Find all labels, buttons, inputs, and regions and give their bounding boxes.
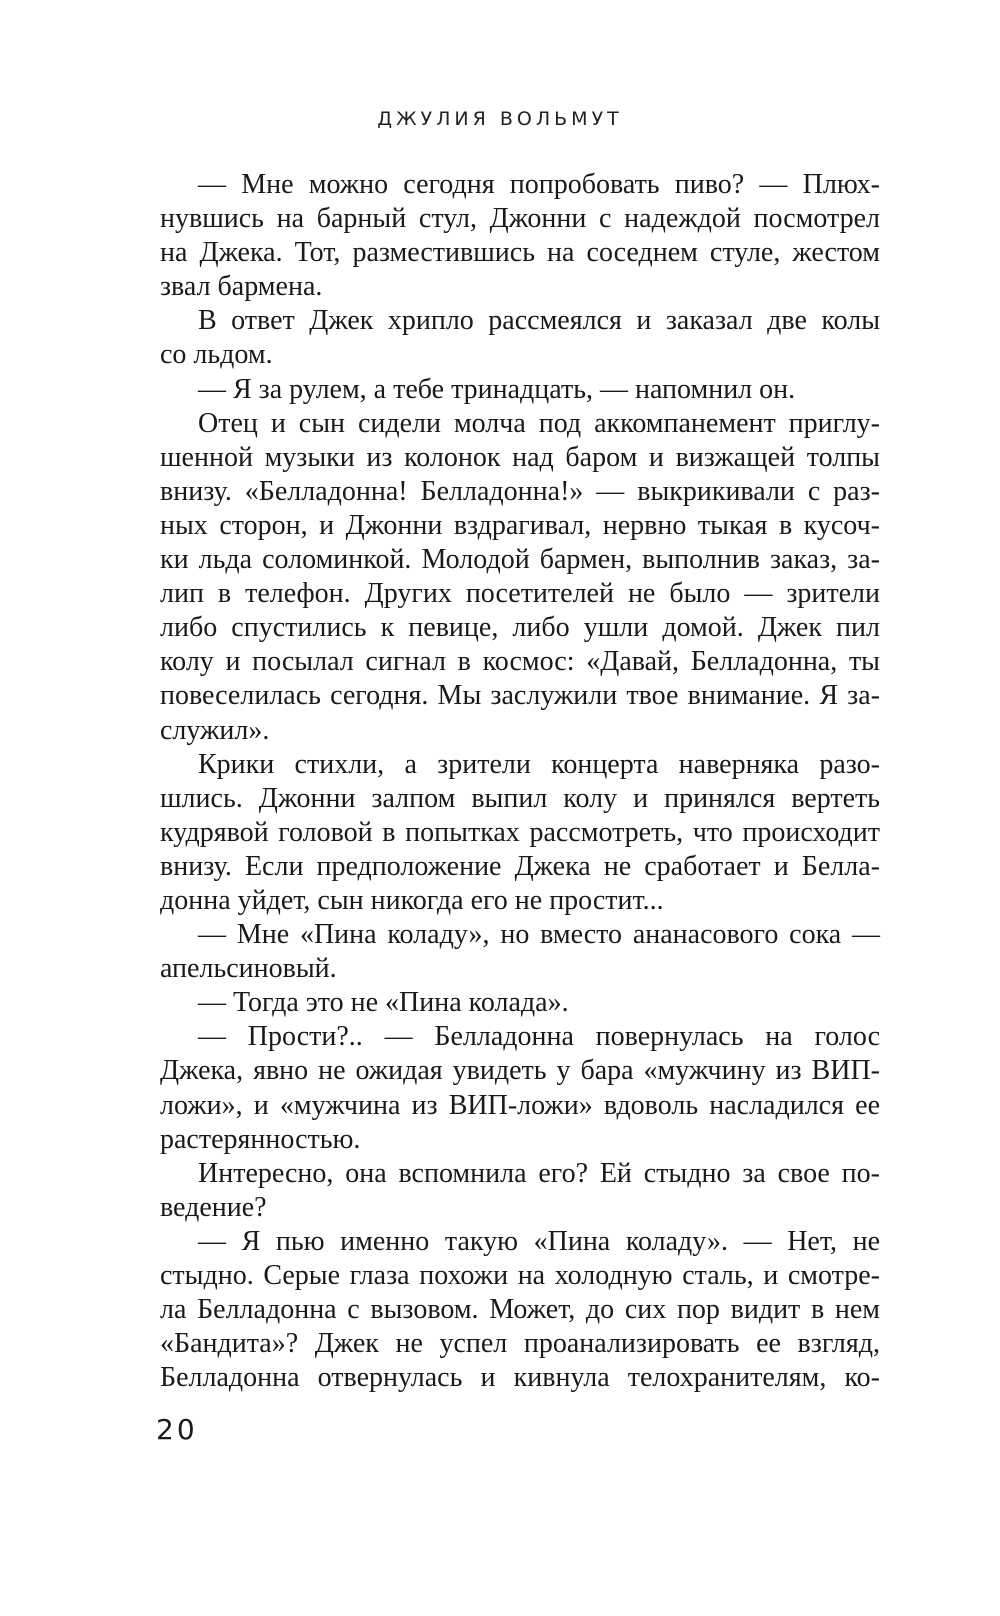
text-line: — Я за рулем, а тебе тринадцать, — напомнил он. — [198, 373, 796, 405]
text-line: повеселилась сегодня. Мы заслужили твое внимание. Я за- — [160, 680, 880, 712]
text-line: — Я пью именно такую «Пина коладу». — Нет, не — [198, 1225, 880, 1257]
text-line: Отец и сын сидели молча под аккомпанемент приглу- — [198, 407, 880, 439]
text-line: — Тогда это не «Пина колада». — [198, 987, 569, 1019]
text-line: шенной музыки из колонок над баром и визжащей толпы — [160, 441, 880, 473]
text-line: апельсиновый. — [160, 953, 337, 985]
text-line: — Мне можно сегодня попробовать пиво? — Плюх- — [198, 169, 880, 200]
text-line: шлись. Джонни залпом выпил колу и принялся вертеть — [160, 782, 880, 814]
text-line: донна уйдет, сын никогда его не простит... — [160, 884, 664, 916]
text-line: — Мне «Пина коладу», но вместо ананасового сока — — [198, 919, 880, 951]
running-head: ДЖУЛИЯ ВОЛЬМУТ — [377, 108, 623, 130]
text-line: внизу. Если предположение Джека не сработает и Белла- — [160, 850, 880, 882]
text-line: ных сторон, и Джонни вздрагивал, нервно тыкая в кусоч- — [160, 509, 880, 541]
text-line: стыдно. Серые глаза похожи на холодную сталь, и смотре- — [160, 1260, 880, 1291]
page-number: 20 — [156, 1413, 198, 1446]
text-line: Интересно, она вспомнила его? Ей стыдно за свое по- — [198, 1157, 880, 1189]
text-line: Крики стихли, а зрители концерта наверняка разо- — [198, 748, 880, 780]
text-line: Белладонна отвернулась и кивнула телохранителям, ко- — [160, 1362, 880, 1394]
text-line: Джека, явно не ожидая увидеть у бара «мужчину из ВИП- — [160, 1055, 880, 1087]
body-text — [160, 168, 880, 1395]
text-line: звал бармена. — [160, 271, 323, 303]
text-line: колу и посылал сигнал в космос: «Давай, Белладонна, ты — [160, 646, 880, 678]
text-line: лип в телефон. Других посетителей не было — зрители — [160, 578, 880, 610]
text-line: — Прости?.. — Белладонна повернулась на голос — [198, 1021, 880, 1053]
text-line: нувшись на барный стул, Джонни с надеждой посмотрел — [160, 203, 880, 235]
text-line: ки льда соломинкой. Молодой бармен, выполнив заказ, за- — [160, 544, 880, 576]
text-line: растерянностью. — [160, 1123, 361, 1155]
text-line: В ответ Джек хрипло рассмеялся и заказал две колы — [198, 305, 880, 337]
text-line: со льдом. — [160, 339, 273, 371]
text-line: «Бандита»? Джек не успел проанализировать ее взгляд, — [160, 1328, 880, 1360]
text-line: на Джека. Тот, разместившись на соседнем стуле, жестом — [160, 237, 880, 269]
text-line: внизу. «Белладонна! Белладонна!» — выкрикивали с раз- — [160, 475, 880, 507]
text-line: кудрявой головой в попытках рассмотреть, что происходит — [160, 816, 880, 848]
text-line: служил». — [160, 714, 270, 746]
text-line: либо спустились к певице, либо ушли домой. Джек пил — [160, 612, 880, 644]
text-line: ведение? — [160, 1191, 267, 1223]
text-line: ложи», и «мужчина из ВИП-ложи» вдоволь насладился ее — [160, 1089, 880, 1121]
text-line: ла Белладонна с вызовом. Может, до сих пор видит в нем — [160, 1294, 880, 1326]
